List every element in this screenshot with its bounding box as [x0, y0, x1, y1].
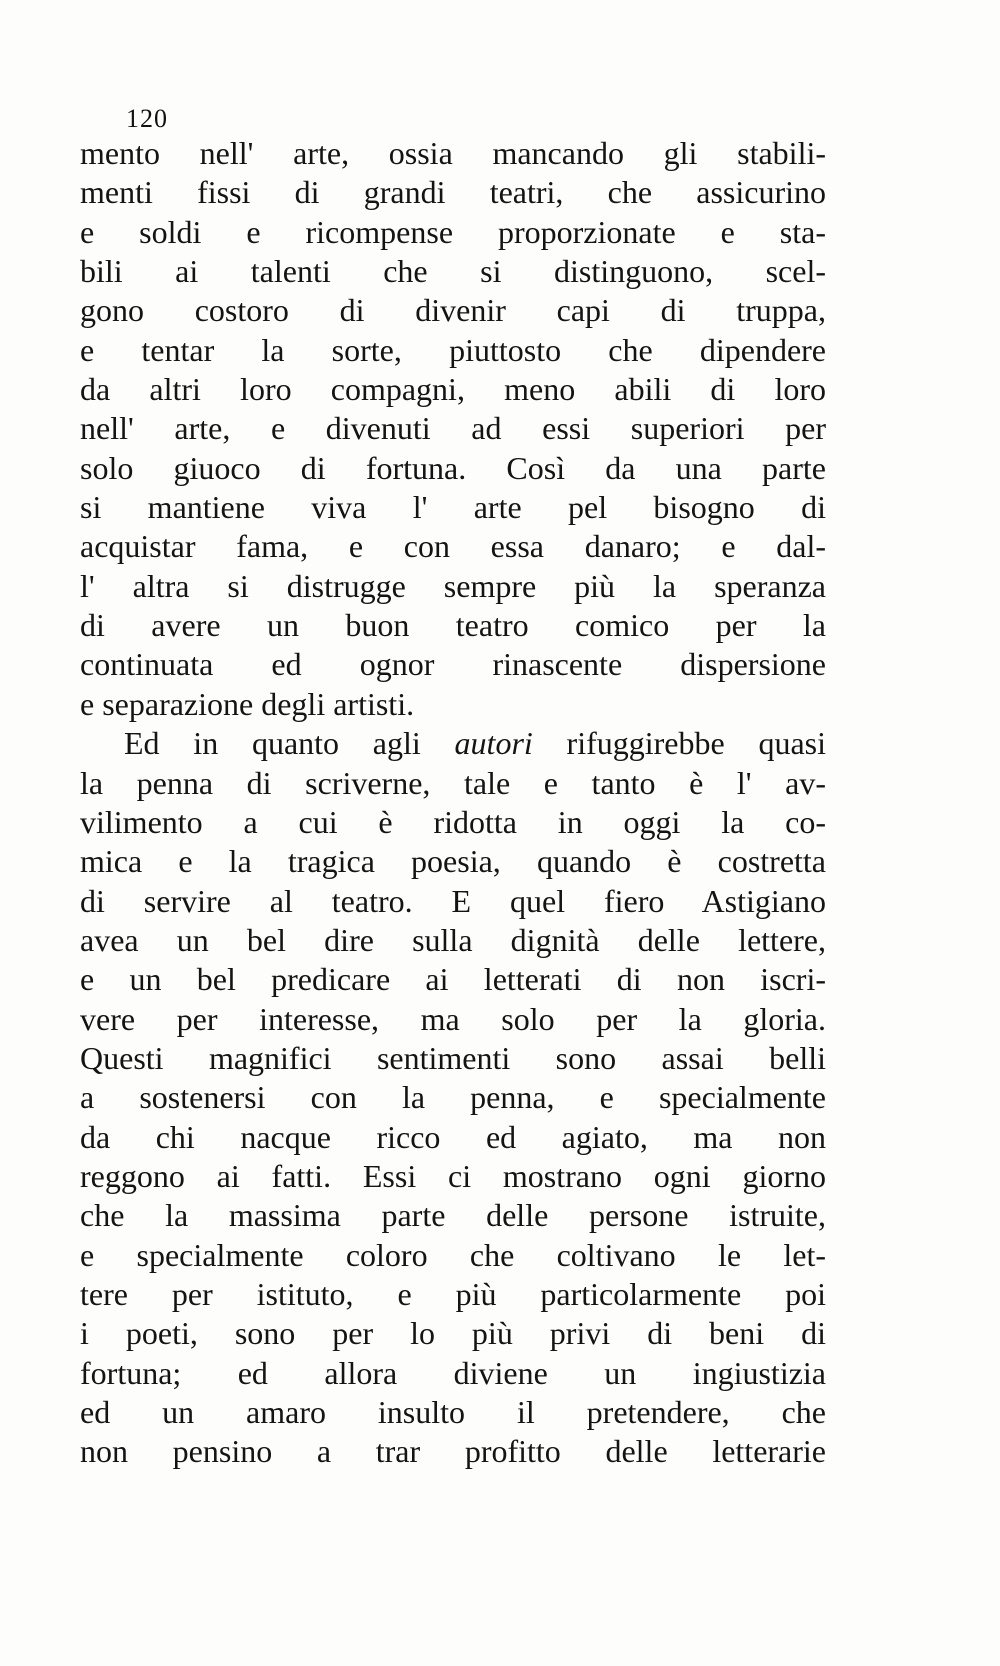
text-line: che la massima parte delle persone istruite,: [80, 1197, 826, 1234]
text-line: l' altra si distrugge sempre più la speranza: [80, 567, 826, 604]
text-line: e tentar la sorte, piuttosto che dipendere: [80, 331, 826, 368]
text-segment: rifuggirebbe quasi: [532, 725, 826, 762]
text-line: mica e la tragica poesia, quando è costretta: [80, 843, 826, 880]
text-line: si mantiene viva l' arte pel bisogno di: [80, 489, 826, 526]
italic-word: autori: [454, 725, 533, 762]
text-line: bili ai talenti che si distinguono, scel-: [80, 253, 826, 290]
text-segment: Ed in quanto agli: [124, 725, 455, 762]
text-line: e specialmente coloro che coltivano le let-: [80, 1236, 826, 1273]
text-line: i poeti, sono per lo più privi di beni di: [80, 1315, 826, 1352]
text-line: vilimento a cui è ridotta in oggi la co-: [80, 803, 826, 840]
text-line: e separazione degli artisti.: [80, 685, 415, 722]
text-line: di servire al teatro. E quel fiero Astigiano: [80, 882, 826, 919]
text-line: acquistar fama, e con essa danaro; e dal-: [80, 528, 826, 565]
text-line: menti fissi di grandi teatri, che assicurino: [80, 174, 826, 211]
text-line: mento nell' arte, ossia mancando gli stabili-: [80, 135, 826, 171]
text-line: vere per interesse, ma solo per la gloria.: [80, 1000, 826, 1037]
text-line: solo giuoco di fortuna. Così da una parte: [80, 449, 826, 486]
text-line: gono costoro di divenir capi di truppa,: [80, 292, 826, 329]
page-number: 120: [126, 104, 168, 133]
body-text: [80, 134, 826, 1472]
text-line: da chi nacque ricco ed agiato, ma non: [80, 1118, 826, 1155]
text-line: nell' arte, e divenuti ad essi superiori per: [80, 410, 826, 447]
text-line-first: [80, 724, 826, 763]
text-line: da altri loro compagni, meno abili di loro: [80, 371, 826, 408]
text-line: avea un bel dire sulla dignità delle lettere,: [80, 921, 826, 958]
text-line: continuata ed ognor rinascente dispersione: [80, 646, 826, 683]
text-line: e un bel predicare ai letterati di non iscri-: [80, 961, 826, 998]
text-line: tere per istituto, e più particolarmente poi: [80, 1275, 826, 1312]
text-line: di avere un buon teatro comico per la: [80, 607, 826, 644]
text-line: Questi magnifici sentimenti sono assai belli: [80, 1039, 826, 1076]
text-line: non pensino a trar profitto delle letterarie: [80, 1433, 826, 1470]
text-line: a sostenersi con la penna, e specialmente: [80, 1079, 826, 1116]
text-line: ed un amaro insulto il pretendere, che: [80, 1394, 826, 1430]
text-line: e soldi e ricompense proporzionate e sta-: [80, 213, 826, 250]
text-line: reggono ai fatti. Essi ci mostrano ogni giorno: [80, 1157, 826, 1194]
text-line: la penna di scriverne, tale e tanto è l' av-: [80, 764, 826, 801]
text-line: fortuna; ed allora diviene un ingiustizia: [80, 1354, 826, 1391]
